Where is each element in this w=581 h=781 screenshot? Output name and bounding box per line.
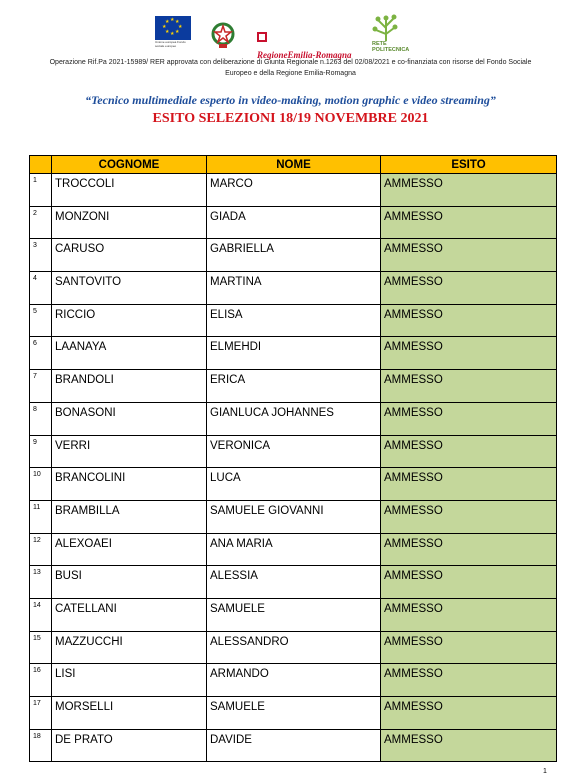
- rete-politecnica-logo: [368, 14, 418, 56]
- row-number: 6: [30, 337, 52, 370]
- row-number: 10: [30, 468, 52, 501]
- esito-cell: AMMESSO: [381, 272, 557, 305]
- nome-cell: LUCA: [207, 468, 381, 501]
- esito-cell: AMMESSO: [381, 729, 557, 762]
- cognome-cell: SANTOVITO: [52, 272, 207, 305]
- nome-cell: ARMANDO: [207, 664, 381, 697]
- cognome-cell: LAANAYA: [52, 337, 207, 370]
- esito-cell: AMMESSO: [381, 500, 557, 533]
- row-number: 13: [30, 566, 52, 599]
- table-row: [30, 370, 557, 403]
- cognome-cell: MONZONI: [52, 206, 207, 239]
- regione-emilia-romagna-logo: [257, 28, 357, 60]
- esito-cell: AMMESSO: [381, 402, 557, 435]
- esito-cell: AMMESSO: [381, 206, 557, 239]
- cognome-cell: BUSI: [52, 566, 207, 599]
- nome-cell: SAMUELE GIOVANNI: [207, 500, 381, 533]
- table-row: [30, 468, 557, 501]
- esito-cell: AMMESSO: [381, 598, 557, 631]
- cognome-cell: CATELLANI: [52, 598, 207, 631]
- eu-logo: [155, 16, 193, 48]
- row-number: 7: [30, 370, 52, 403]
- cognome-cell: BRANDOLI: [52, 370, 207, 403]
- cognome-cell: DE PRATO: [52, 729, 207, 762]
- esito-cell: AMMESSO: [381, 566, 557, 599]
- cognome-cell: TROCCOLI: [52, 174, 207, 207]
- page-number: 1: [543, 768, 547, 775]
- header-cognome: COGNOME: [52, 156, 207, 174]
- cognome-cell: BONASONI: [52, 402, 207, 435]
- nome-cell: MARTINA: [207, 272, 381, 305]
- nome-cell: ELMEHDI: [207, 337, 381, 370]
- esito-cell: AMMESSO: [381, 468, 557, 501]
- tree-icon: [368, 14, 418, 42]
- table-row: [30, 435, 557, 468]
- esito-cell: AMMESSO: [381, 435, 557, 468]
- table-row: [30, 500, 557, 533]
- esito-cell: AMMESSO: [381, 337, 557, 370]
- cognome-cell: BRAMBILLA: [52, 500, 207, 533]
- row-number: 16: [30, 664, 52, 697]
- row-number: 17: [30, 697, 52, 730]
- row-number: 3: [30, 239, 52, 272]
- cognome-cell: BRANCOLINI: [52, 468, 207, 501]
- cognome-cell: LISI: [52, 664, 207, 697]
- header-nome: NOME: [207, 156, 381, 174]
- nome-cell: ELISA: [207, 304, 381, 337]
- cognome-cell: MORSELLI: [52, 697, 207, 730]
- table-row: [30, 566, 557, 599]
- table-row: [30, 533, 557, 566]
- region-square-icon: [257, 32, 267, 42]
- cognome-cell: VERRI: [52, 435, 207, 468]
- esito-cell: AMMESSO: [381, 631, 557, 664]
- nome-cell: SAMUELE: [207, 598, 381, 631]
- header-esito: ESITO: [381, 156, 557, 174]
- nome-cell: VERONICA: [207, 435, 381, 468]
- operation-line-1: Operazione Rif.Pa 2021-15989/ RER approvata con deliberazione di Giunta Regionale n.1263 del 02/08/2021 e co-finanziata con risorse del Fondo Sociale: [49, 59, 532, 66]
- row-number: 15: [30, 631, 52, 664]
- row-number: 4: [30, 272, 52, 305]
- table-row: [30, 206, 557, 239]
- row-number: 8: [30, 402, 52, 435]
- header-index: [30, 156, 52, 174]
- table-row: [30, 239, 557, 272]
- table-row: [30, 631, 557, 664]
- row-number: 2: [30, 206, 52, 239]
- row-number: 5: [30, 304, 52, 337]
- row-number: 18: [30, 729, 52, 762]
- esito-cell: AMMESSO: [381, 697, 557, 730]
- esito-cell: AMMESSO: [381, 174, 557, 207]
- table-row: [30, 598, 557, 631]
- esito-cell: AMMESSO: [381, 304, 557, 337]
- results-table: [29, 155, 557, 762]
- table-row: [30, 402, 557, 435]
- logo-bar: [0, 8, 581, 60]
- italy-emblem-icon: [210, 20, 236, 50]
- table-row: [30, 729, 557, 762]
- table-row: [30, 664, 557, 697]
- nome-cell: ERICA: [207, 370, 381, 403]
- cognome-cell: CARUSO: [52, 239, 207, 272]
- rete-logo-text: RETE POLITECNICA: [372, 41, 410, 53]
- cognome-cell: MAZZUCCHI: [52, 631, 207, 664]
- nome-cell: GABRIELLA: [207, 239, 381, 272]
- row-number: 11: [30, 500, 52, 533]
- table-header-row: [30, 156, 557, 174]
- row-number: 14: [30, 598, 52, 631]
- operation-line-2: Europeo e della Regione Emilia-Romagna: [225, 70, 356, 77]
- esito-cell: AMMESSO: [381, 533, 557, 566]
- eu-caption: Unione europea Fondo sociale europeo: [155, 40, 186, 48]
- operation-note: [20, 57, 561, 79]
- cognome-cell: ALEXOAEI: [52, 533, 207, 566]
- nome-cell: SAMUELE: [207, 697, 381, 730]
- table-row: [30, 697, 557, 730]
- nome-cell: ANA MARIA: [207, 533, 381, 566]
- esito-cell: AMMESSO: [381, 370, 557, 403]
- table-row: [30, 304, 557, 337]
- row-number: 9: [30, 435, 52, 468]
- esito-cell: AMMESSO: [381, 239, 557, 272]
- cognome-cell: RICCIO: [52, 304, 207, 337]
- result-title: ESITO SELEZIONI 18/19 NOVEMBRE 2021: [152, 111, 429, 126]
- region-logo-text: RegioneEmilia-Romagna: [257, 49, 352, 60]
- eu-flag-icon: ★ ★ ★ ★ ★ ★ ★ ★: [155, 16, 191, 40]
- table-row: [30, 337, 557, 370]
- table-body: [30, 174, 557, 762]
- nome-cell: GIANLUCA JOHANNES: [207, 402, 381, 435]
- table-row: [30, 174, 557, 207]
- nome-cell: DAVIDE: [207, 729, 381, 762]
- nome-cell: ALESSIA: [207, 566, 381, 599]
- course-title: “Tecnico multimediale esperto in video-making, motion graphic e video streaming”: [85, 93, 496, 107]
- row-number: 12: [30, 533, 52, 566]
- table-row: [30, 272, 557, 305]
- nome-cell: ALESSANDRO: [207, 631, 381, 664]
- esito-cell: AMMESSO: [381, 664, 557, 697]
- nome-cell: MARCO: [207, 174, 381, 207]
- nome-cell: GIADA: [207, 206, 381, 239]
- row-number: 1: [30, 174, 52, 207]
